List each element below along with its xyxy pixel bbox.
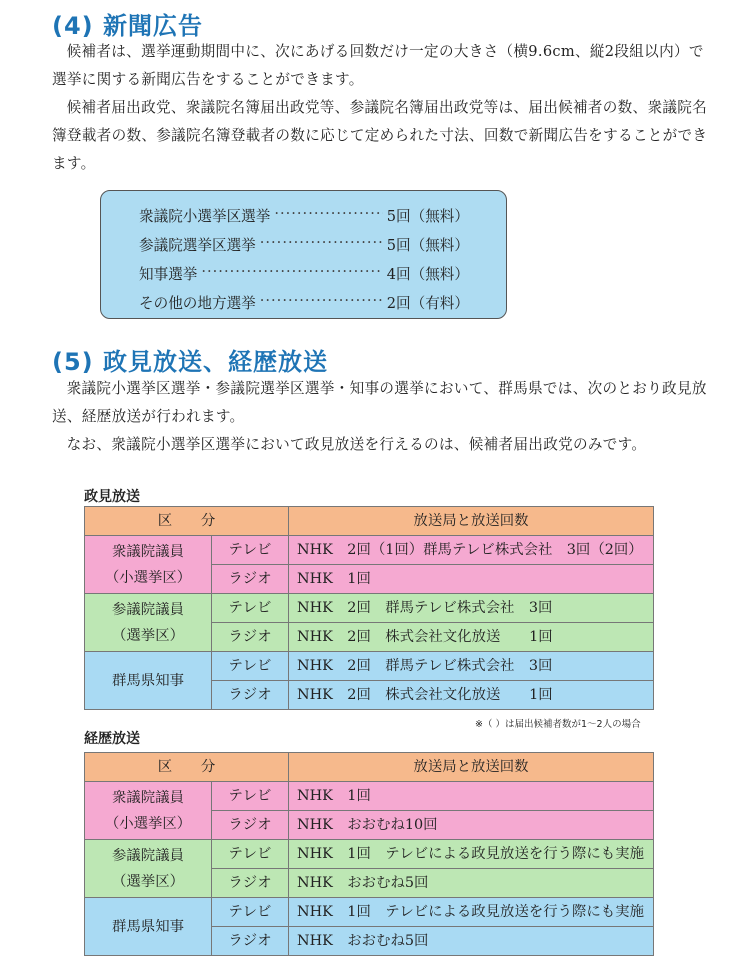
- media-cell: テレビ: [212, 898, 289, 927]
- detail-cell: NHK 1回: [289, 782, 654, 811]
- ad-count: 2回（有料）: [386, 295, 469, 312]
- media-cell: ラジオ: [212, 681, 289, 710]
- list-item: [139, 205, 469, 226]
- header-category: 区 分: [85, 753, 289, 782]
- media-cell: テレビ: [212, 782, 289, 811]
- table-row: [85, 536, 654, 565]
- table-header-row: [85, 507, 654, 536]
- section-5-heading: (5) 政見放送、経歴放送: [52, 348, 328, 376]
- media-cell: ラジオ: [212, 927, 289, 956]
- detail-cell: NHK 2回 群馬テレビ株式会社 3回: [289, 594, 654, 623]
- list-item: [139, 292, 469, 313]
- table-row: [85, 898, 654, 927]
- media-cell: ラジオ: [212, 869, 289, 898]
- section-4-heading: (4) 新聞広告: [52, 12, 203, 40]
- ad-count: 5回（無料）: [386, 208, 469, 225]
- paragraph: 衆議院小選挙区選挙・参議院選挙区選挙・知事の選挙において、群馬県では、次のとおり政見放送、経歴放送が行われます。: [52, 380, 707, 425]
- detail-cell: NHK 2回 群馬テレビ株式会社 3回: [289, 652, 654, 681]
- detail-cell: NHK 1回: [289, 565, 654, 594]
- section-4-body: [52, 38, 712, 178]
- office-cell: 参議院議員 （選挙区）: [85, 594, 212, 652]
- keireki-table-title: 経歴放送: [84, 731, 140, 747]
- media-cell: テレビ: [212, 652, 289, 681]
- detail-cell: NHK 2回 株式会社文化放送 1回: [289, 623, 654, 652]
- media-cell: ラジオ: [212, 623, 289, 652]
- ad-count: 4回（無料）: [386, 266, 469, 283]
- ad-election-label: その他の地方選挙: [139, 295, 256, 312]
- table-header-row: [85, 753, 654, 782]
- detail-cell: NHK 1回 テレビによる政見放送を行う際にも実施: [289, 840, 654, 869]
- office-cell: 衆議院議員 （小選挙区）: [85, 782, 212, 840]
- office-cell: 群馬県知事: [85, 652, 212, 710]
- office-cell: 群馬県知事: [85, 898, 212, 956]
- seiken-table: [84, 506, 654, 710]
- seiken-table-title: 政見放送: [84, 489, 140, 505]
- table-row: [85, 652, 654, 681]
- paragraph: 候補者届出政党、衆議院名簿届出政党等、参議院名簿届出政党等は、届出候補者の数、衆議院名簿登載者の数、参議院名簿登載者の数に応じて定められた寸法、回数で新聞広告をすることができます。: [52, 99, 708, 172]
- footnote: ※（ ）は届出候補者数が1～2人の場合: [475, 719, 641, 730]
- media-cell: ラジオ: [212, 811, 289, 840]
- list-item: [139, 234, 469, 255]
- ad-election-label: 知事選挙: [139, 266, 198, 283]
- media-cell: テレビ: [212, 536, 289, 565]
- paragraph: 候補者は、選挙運動期間中に、次にあげる回数だけ一定の大きさ（横9.6cm、縦2段組以内）で選挙に関する新聞広告をすることができます。: [52, 43, 704, 88]
- detail-cell: NHK おおむね10回: [289, 811, 654, 840]
- newspaper-ad-list-box: [100, 190, 507, 319]
- paragraph: なお、衆議院小選挙区選挙において政見放送を行えるのは、候補者届出政党のみです。: [66, 436, 647, 453]
- table-row: [85, 782, 654, 811]
- detail-cell: NHK おおむね5回: [289, 927, 654, 956]
- keireki-table: [84, 752, 654, 956]
- ad-election-label: 参議院選挙区選挙: [139, 237, 256, 254]
- ad-election-label: 衆議院小選挙区選挙: [139, 208, 271, 225]
- office-cell: 参議院議員 （選挙区）: [85, 840, 212, 898]
- media-cell: テレビ: [212, 840, 289, 869]
- section-5-body: [52, 375, 712, 459]
- detail-cell: NHK 1回 テレビによる政見放送を行う際にも実施: [289, 898, 654, 927]
- table-row: [85, 840, 654, 869]
- header-detail: 放送局と放送回数: [289, 507, 654, 536]
- media-cell: テレビ: [212, 594, 289, 623]
- header-category: 区 分: [85, 507, 289, 536]
- media-cell: ラジオ: [212, 565, 289, 594]
- detail-cell: NHK 2回（1回）群馬テレビ株式会社 3回（2回）: [289, 536, 654, 565]
- list-item: [139, 263, 469, 284]
- table-row: [85, 594, 654, 623]
- office-cell: 衆議院議員 （小選挙区）: [85, 536, 212, 594]
- ad-count: 5回（無料）: [386, 237, 469, 254]
- detail-cell: NHK 2回 株式会社文化放送 1回: [289, 681, 654, 710]
- detail-cell: NHK おおむね5回: [289, 869, 654, 898]
- header-detail: 放送局と放送回数: [289, 753, 654, 782]
